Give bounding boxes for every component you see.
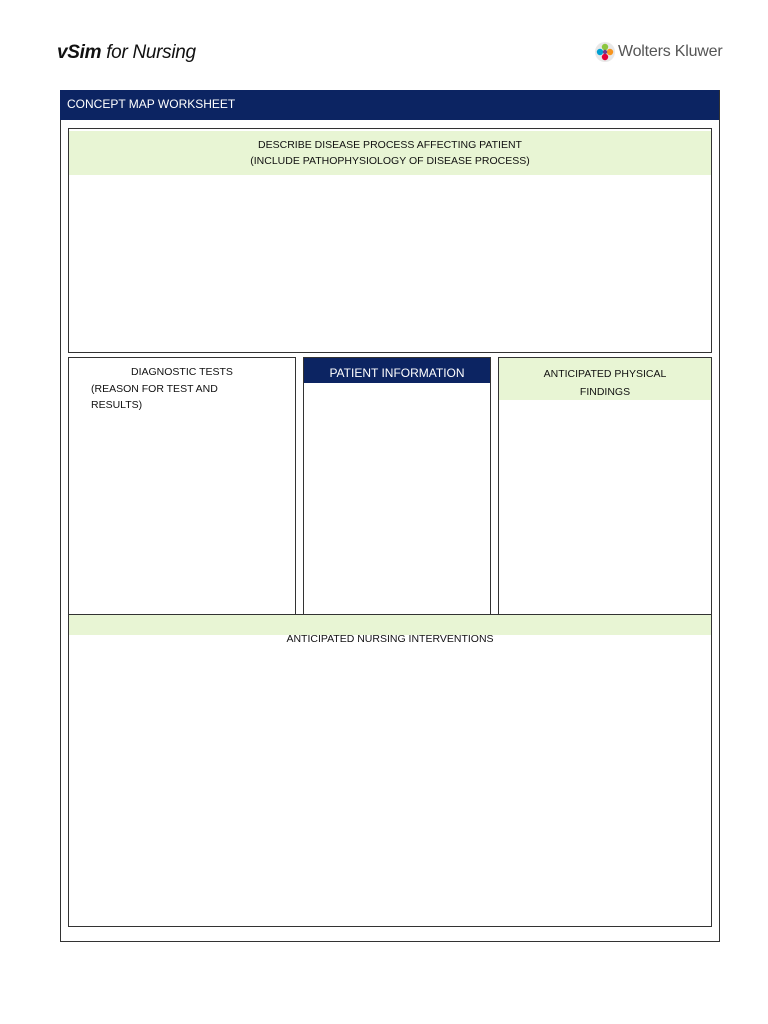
physical-line-2: FINDINGS [579,386,631,398]
patient-information-box[interactable] [303,357,491,615]
disease-line-2: (INCLUDE PATHOPHYSIOLOGY OF DISEASE PROCESS) [250,155,530,167]
wolters-kluwer-logo [594,40,723,64]
disease-process-box[interactable] [68,128,712,353]
brand-vsim: vSim [57,42,102,63]
disease-process-header [69,131,711,175]
nursing-interventions-header: ANTICIPATED NURSING INTERVENTIONS [286,633,494,645]
diagnostic-line-1: DIAGNOSTIC TESTS [131,366,233,378]
physical-line-1: ANTICIPATED PHYSICAL [543,368,667,380]
vsim-brand [57,42,196,64]
physical-findings-header [499,358,711,400]
physical-findings-box[interactable] [498,357,712,615]
brand-for-nursing: for Nursing [101,42,196,63]
diagnostic-line-3: RESULTS) [91,399,143,411]
diagnostic-line-2: (REASON FOR TEST AND [91,382,218,395]
patient-information-header: PATIENT INFORMATION [304,358,490,383]
wolters-kluwer-icon [594,41,616,63]
nursing-interventions-box[interactable] [68,614,712,927]
worksheet-title: CONCEPT MAP WORKSHEET [60,90,719,120]
disease-line-1: DESCRIBE DISEASE PROCESS AFFECTING PATIENT [258,139,522,151]
nursing-interventions-band [69,615,711,635]
diagnostic-tests-header [91,364,291,414]
publisher-name: Wolters Kluwer [618,43,723,60]
diagnostic-tests-box[interactable] [68,357,296,615]
